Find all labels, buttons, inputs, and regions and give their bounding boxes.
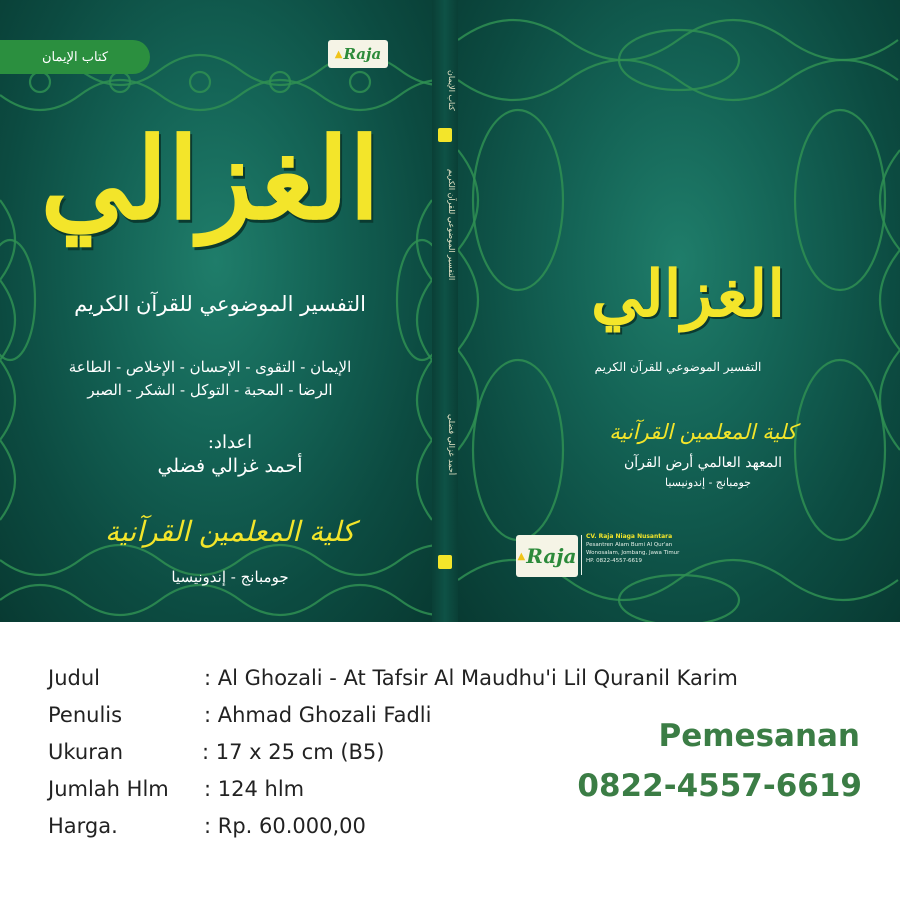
detail-label: Jumlah Hlm (48, 777, 169, 801)
back-publisher-logo-text: Raja (526, 544, 577, 568)
book-details-panel (0, 622, 900, 900)
detail-value: : Rp. 60.000,00 (204, 814, 366, 838)
back-title-arabic: الغزالي (590, 257, 786, 332)
spine-series-label: كتاب الإيمان (447, 69, 456, 111)
detail-value: : Ahmad Ghozali Fadli (204, 703, 432, 727)
back-college-name-arabic: كلية المعلمين القرآنية (609, 420, 797, 444)
spine-author: أحمد غزالي فضلي (447, 414, 456, 476)
order-phone-number[interactable]: 0822-4557-6619 (577, 768, 862, 804)
book-title-arabic: الغزالي (40, 114, 380, 245)
prepared-by-label: اعداد: (207, 432, 253, 453)
publisher-logo-text: Raja (343, 45, 382, 63)
publisher-info (586, 533, 726, 565)
back-subtitle-arabic: التفسير الموضوعي للقرآن الكريم (594, 360, 762, 374)
publisher-address-line-2: Wonosalam, Jombang, Jawa Timur (586, 550, 680, 556)
leaf-icon: ▲ (517, 550, 526, 562)
book-subtitle-arabic: التفسير الموضوعي للقرآن الكريم (74, 292, 366, 316)
spine-badge-icon (438, 128, 452, 142)
book-spine (432, 0, 458, 622)
detail-value: : 124 hlm (204, 777, 305, 801)
publisher-divider (581, 535, 582, 575)
front-cover (0, 0, 432, 622)
publisher-address-line-1: Pesantren Alam Bumi Al Qur'an (586, 542, 673, 548)
spine-title: التفسير الموضوعي للقرآن الكريم (447, 169, 456, 281)
publisher-phone: HP. 0822-4557-6619 (586, 558, 643, 564)
detail-label: Ukuran (48, 740, 124, 764)
back-institute-name-arabic: المعهد العالمي أرض القرآن (623, 455, 783, 471)
order-heading: Pemesanan (658, 718, 860, 754)
detail-value: : 17 x 25 cm (B5) (202, 740, 385, 764)
series-label-tab: كتاب الإيمان (0, 40, 150, 74)
detail-label: Penulis (48, 703, 123, 727)
back-publisher-logo (516, 535, 578, 577)
topics-line-1: الإيمان - التقوى - الإحسان - الإخلاص - الطاعة (68, 358, 352, 376)
back-cover (458, 0, 900, 622)
spine-logo-icon (438, 555, 452, 569)
detail-value: : Al Ghozali - At Tafsir Al Maudhu'i Lil Quranil Karim (204, 666, 738, 690)
back-location-arabic: جومبانج - إندونيسيا (665, 476, 751, 489)
author-name-arabic: أحمد غزالي فضلي (157, 455, 303, 477)
topics-line-2: الرضا - المحبة - التوكل - الشكر - الصبر (87, 381, 333, 399)
college-name-arabic: كلية المعلمين القرآنية (104, 515, 356, 548)
leaf-icon: ▲ (334, 48, 343, 60)
location-arabic: جومبانج - إندونيسيا (171, 568, 289, 586)
detail-label: Judul (48, 666, 100, 690)
detail-label: Harga. (48, 814, 118, 838)
publisher-name: CV. Raja Niaga Nusantara (586, 533, 673, 540)
publisher-logo (328, 40, 388, 68)
